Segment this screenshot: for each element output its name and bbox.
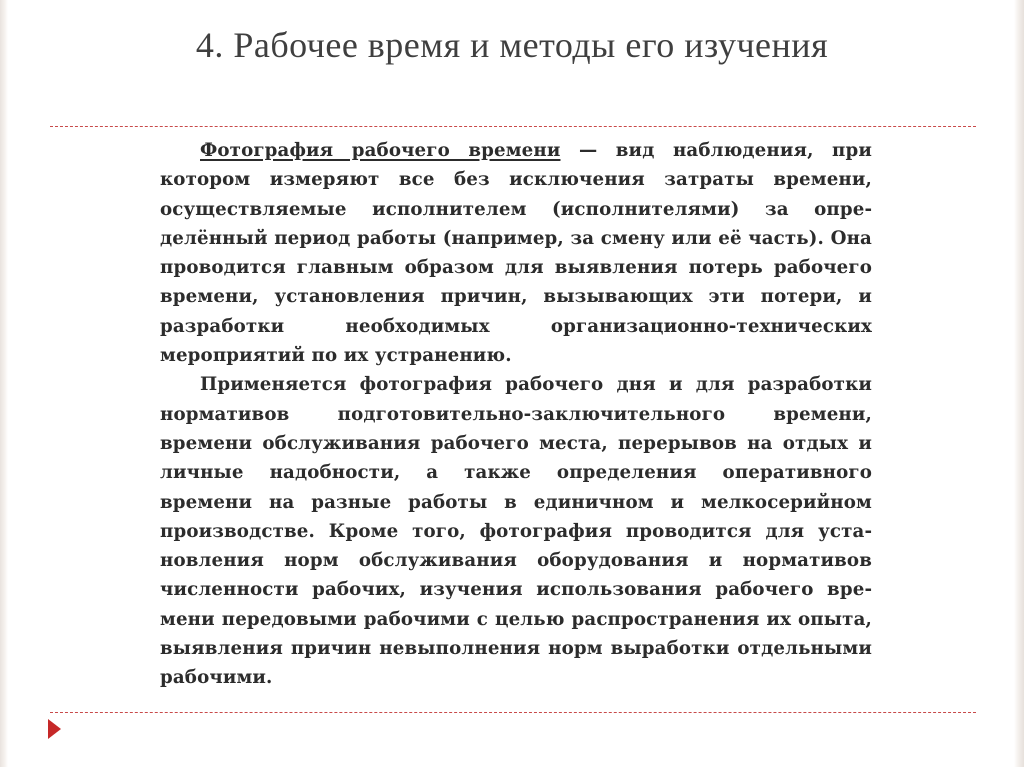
definition-text: — вид наблюдения, при котором измеряют все без исключения затраты времени, осуществляемые исполнителем (исполнителями) за определённый период работы (например, за смену или её часть). Она проводится главным образом для выявления потерь рабочего времени, установления причин, вызывающих эти потери, и разработки необходимых организационно-технических мероприятий по их устранению. bbox=[160, 140, 872, 367]
paragraph-definition bbox=[160, 136, 872, 370]
slide-left-edge-shadow bbox=[0, 0, 8, 767]
bottom-dashed-divider bbox=[50, 712, 976, 713]
paragraph-application: Применяется фотография рабочего дня и для разработки нормативов подготовительно-заключительного времени, времени обслуживания рабочего места, перерывов на отдых и личные надобности, а также определения оперативного времени на разные работы в единичном и мелкосерийном производстве. Кроме того, фотография проводится для установления норм обслуживания оборудования и нормативов численности рабочих, изучения использования рабочего времени передовыми рабочими с целью распространения их опыта, выявления причин невыполнения норм выработки отдельными рабочими. bbox=[160, 374, 872, 689]
defined-term: Фотография рабочего времени bbox=[200, 140, 561, 161]
top-dashed-divider bbox=[50, 126, 976, 127]
slide-right-edge-shadow bbox=[1014, 0, 1024, 767]
slide-title: 4. Рабочее время и методы его изучения bbox=[195, 25, 829, 65]
triangle-right-icon bbox=[48, 719, 61, 739]
slide-text-body bbox=[160, 136, 872, 708]
